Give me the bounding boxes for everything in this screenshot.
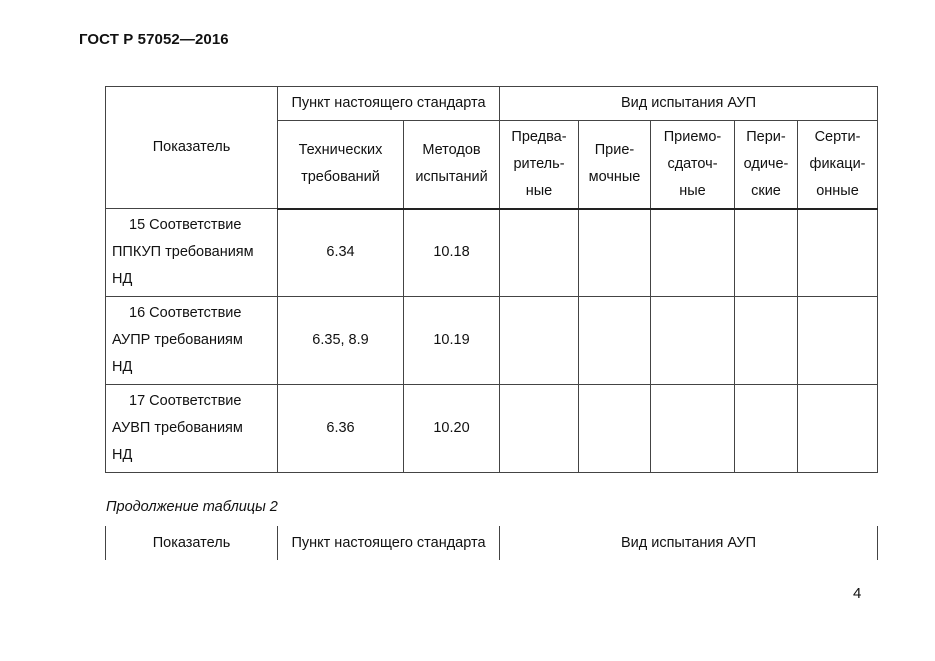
header-acceptance: Прие- мочные: [579, 121, 651, 209]
row-method-clause: 10.18: [404, 209, 500, 297]
header-periodic: Пери- одиче- ские: [735, 121, 798, 209]
row-method-clause: 10.20: [404, 385, 500, 473]
row-technical-clause: 6.35, 8.9: [278, 297, 404, 385]
table-row: [106, 297, 878, 385]
row-technical-clause: 6.36: [278, 385, 404, 473]
cell-acceptance-delivery: [651, 209, 735, 297]
header-clause-group: Пункт настоящего стандарта: [278, 87, 500, 121]
cont-header-indicator: Показатель: [106, 526, 278, 560]
cell-periodic: [735, 209, 798, 297]
header-test-methods: Методов испытаний: [404, 121, 500, 209]
row-method-clause: 10.19: [404, 297, 500, 385]
cell-certification: [798, 297, 878, 385]
header-acceptance-delivery: Приемо- сдаточ- ные: [651, 121, 735, 209]
header-indicator: Показатель: [106, 87, 278, 209]
header-preliminary: Предва- ритель- ные: [500, 121, 579, 209]
cell-acceptance-delivery: [651, 385, 735, 473]
table-row: [106, 385, 878, 473]
cont-header-clause-group: Пункт настоящего стандарта: [278, 526, 500, 560]
cont-header-test-group: Вид испытания АУП: [500, 526, 878, 560]
cell-acceptance: [579, 297, 651, 385]
table-row: [106, 209, 878, 297]
header-technical-requirements: Технических требований: [278, 121, 404, 209]
cell-acceptance: [579, 385, 651, 473]
cell-periodic: [735, 385, 798, 473]
cell-periodic: [735, 297, 798, 385]
row-indicator: 16 Соответствие АУПР требованиям НД: [106, 297, 278, 385]
cell-certification: [798, 385, 878, 473]
header-certification: Серти- фикаци- онные: [798, 121, 878, 209]
continuation-title: Продолжение таблицы 2: [106, 499, 278, 515]
cell-acceptance: [579, 209, 651, 297]
cell-certification: [798, 209, 878, 297]
cell-preliminary: [500, 209, 579, 297]
cell-preliminary: [500, 297, 579, 385]
cell-acceptance-delivery: [651, 297, 735, 385]
row-indicator: 15 Соответствие ППКУП требованиям НД: [106, 209, 278, 297]
row-indicator: 17 Соответствие АУВП требованиям НД: [106, 385, 278, 473]
document-code: ГОСТ Р 57052—2016: [79, 31, 229, 48]
cell-preliminary: [500, 385, 579, 473]
page-number: 4: [853, 585, 862, 602]
continuation-table-header: [105, 526, 878, 560]
row-technical-clause: 6.34: [278, 209, 404, 297]
indicators-table: [105, 86, 878, 473]
header-test-group: Вид испытания АУП: [500, 87, 878, 121]
